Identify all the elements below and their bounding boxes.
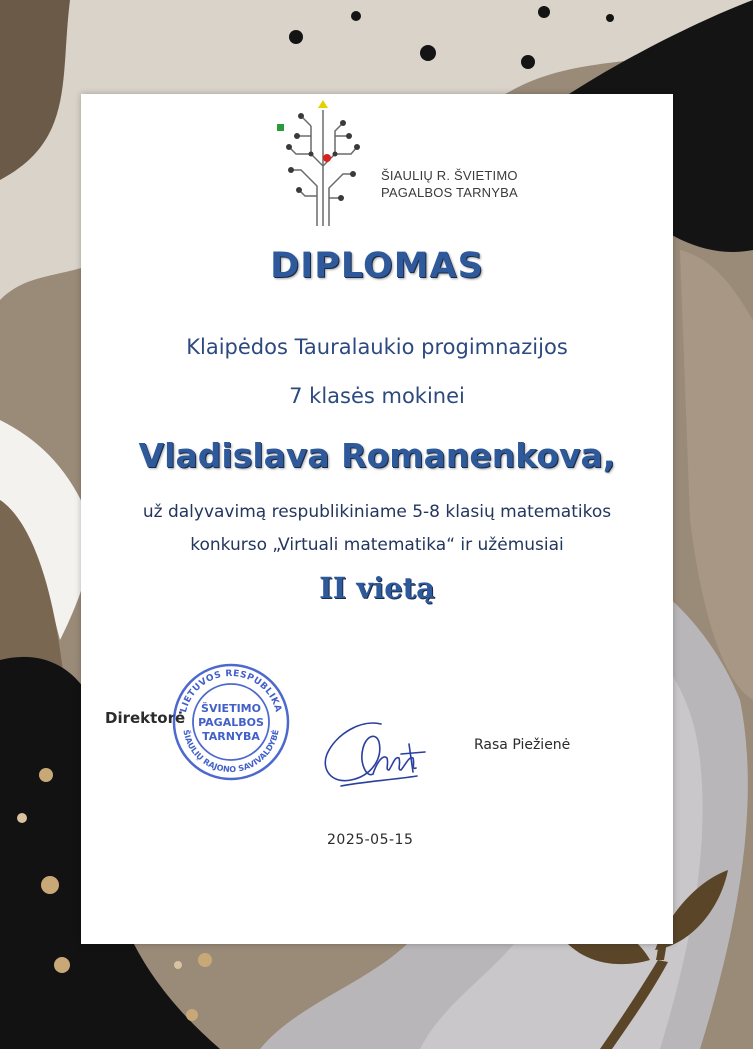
student-grade: 7 klasės mokinei	[289, 384, 465, 408]
handwritten-signature	[321, 714, 431, 792]
stamp-inner-line-1: ŠVIETIMO	[201, 702, 261, 715]
award-description-line-1: už dalyvavimą respublikiniame 5-8 klasių matematikos	[142, 502, 612, 522]
school-name: Klaipėdos Tauralaukio progimnazijos	[186, 335, 568, 359]
organization-name	[381, 167, 541, 201]
student-name: Vladislava Romanenkova,	[138, 436, 616, 475]
issue-date: 2025-05-15	[327, 832, 414, 848]
award-place: II vietą	[319, 571, 435, 605]
diploma-title: DIPLOMAS	[270, 246, 484, 286]
signatory-name: Rasa Piežienė	[474, 737, 571, 753]
stamp-outer-bottom-text: ŠIAULIŲ RAJONO SAVIVALDYBĖ	[181, 728, 281, 775]
circuit-tree-logo-icon	[271, 96, 371, 226]
organization-line-1: ŠIAULIŲ R. ŠVIETIMO	[381, 168, 518, 183]
stamp-outer-top-text: LIETUVOS RESPUBLIKA	[179, 668, 283, 714]
signatory-role: Direktorė	[105, 709, 186, 727]
official-stamp	[171, 662, 291, 782]
stamp-inner-line-3: TARNYBA	[202, 730, 260, 743]
organization-line-2: PAGALBOS TARNYBA	[381, 185, 518, 200]
diploma-card	[81, 94, 673, 944]
award-description-line-2: konkurso „Virtuali matematika“ ir užėmusiai	[190, 535, 564, 555]
stamp-inner-line-2: PAGALBOS	[198, 716, 264, 729]
